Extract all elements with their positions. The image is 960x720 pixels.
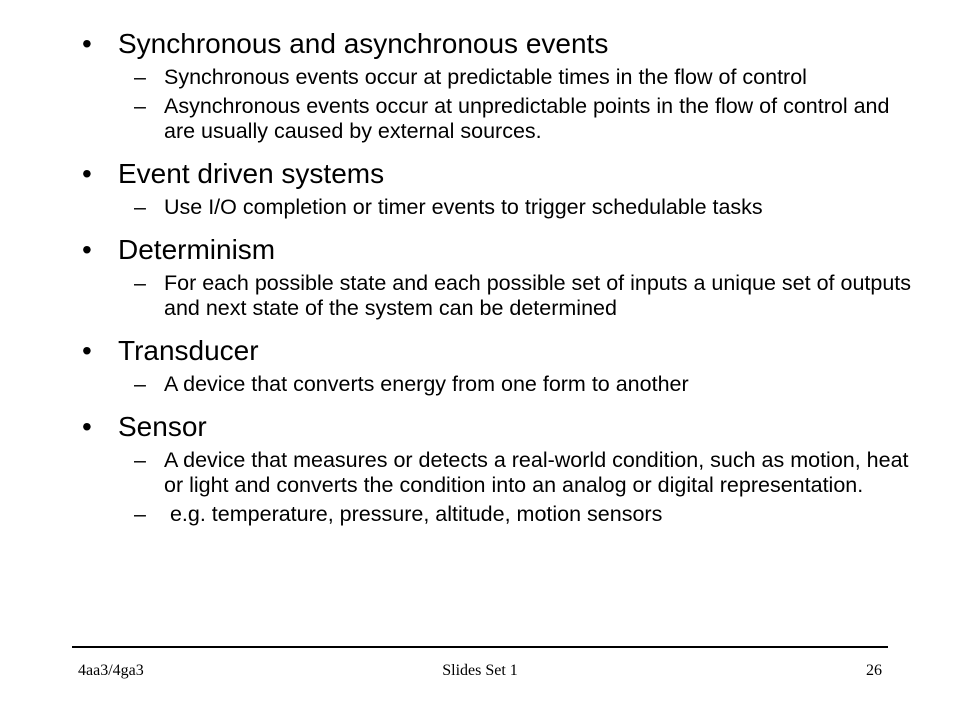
sub-point: [82, 195, 922, 220]
bullet-icon: •: [82, 28, 92, 59]
topic-title: Determinism: [118, 234, 276, 265]
topic-heading: [82, 407, 922, 447]
sub-point-text: A device that converts energy from one form to another: [164, 372, 689, 396]
topic-item: [82, 331, 922, 397]
footer-set-title: Slides Set 1: [442, 662, 518, 679]
topic-item: [82, 24, 922, 144]
dash-icon: –: [134, 271, 146, 295]
sub-point: [82, 271, 922, 321]
bullet-icon: •: [82, 411, 92, 442]
bullet-icon: •: [82, 335, 92, 366]
topic-heading: [82, 230, 922, 270]
page-number: 26: [866, 662, 882, 679]
topic-item: [82, 407, 922, 527]
dash-icon: –: [134, 372, 146, 396]
sub-point: [82, 94, 922, 144]
topic-title: Transducer: [118, 335, 259, 366]
sub-point-text: For each possible state and each possible set of inputs a unique set of outputs and next state of the system can be determined: [164, 271, 912, 320]
bullet-icon: •: [82, 158, 92, 189]
sub-point-text: Asynchronous events occur at unpredictable points in the flow of control and are usually caused by external sources.: [164, 94, 890, 143]
topic-title: Synchronous and asynchronous events: [118, 28, 609, 59]
dash-icon: –: [134, 502, 146, 526]
footer-divider: [72, 646, 888, 648]
topic-item: [82, 230, 922, 321]
sub-point: [82, 65, 922, 90]
sub-point-text: A device that measures or detects a real-world condition, such as motion, heat or light and converts the condition into an analog or digital representation.: [164, 448, 909, 497]
slide-body: [82, 24, 922, 537]
footer-course: 4aa3/4ga3: [78, 662, 144, 679]
sub-point-text: Use I/O completion or timer events to trigger schedulable tasks: [164, 195, 763, 219]
sub-point: [82, 448, 922, 498]
dash-icon: –: [134, 94, 146, 118]
topic-item: [82, 154, 922, 220]
topic-heading: [82, 331, 922, 371]
topic-heading: [82, 24, 922, 64]
dash-icon: –: [134, 65, 146, 89]
topic-title: Sensor: [118, 411, 207, 442]
sub-point-text: Synchronous events occur at predictable times in the flow of control: [164, 65, 807, 89]
topic-heading: [82, 154, 922, 194]
topic-title: Event driven systems: [118, 158, 385, 189]
sub-point: [82, 372, 922, 397]
dash-icon: –: [134, 195, 146, 219]
sub-point-text: e.g. temperature, pressure, altitude, motion sensors: [164, 502, 663, 526]
bullet-icon: •: [82, 234, 92, 265]
sub-point: [82, 502, 922, 527]
dash-icon: –: [134, 448, 146, 472]
